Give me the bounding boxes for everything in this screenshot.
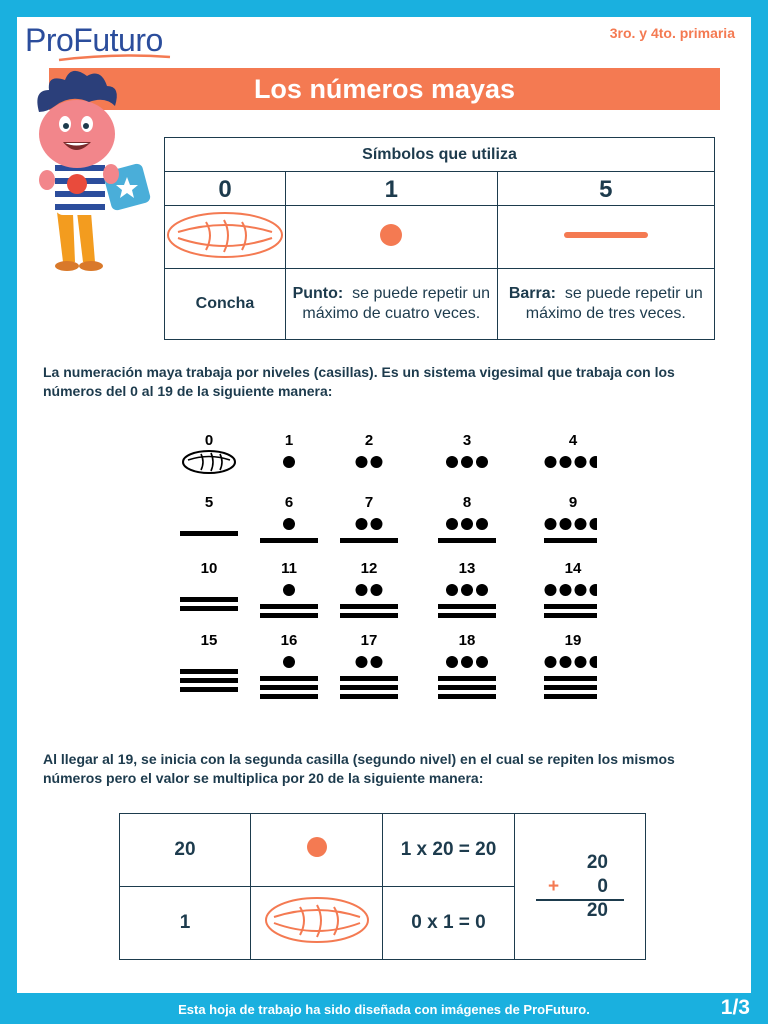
level2-symbol-cell: [251, 814, 383, 887]
sum-top: 20: [586, 851, 608, 873]
maya-dot: [590, 518, 598, 530]
maya-dot: [545, 456, 557, 468]
maya-bar: [438, 604, 496, 609]
maya-bar: [438, 676, 496, 681]
level1-value: 1: [120, 887, 251, 960]
grade-label: 3ro. y 4to. primaria: [609, 25, 735, 41]
maya-dot: [283, 518, 295, 530]
symbol-number-5: 5: [497, 172, 714, 206]
maya-label-6: 6: [284, 494, 294, 511]
maya-dot: [590, 456, 598, 468]
maya-label-0: 0: [204, 432, 214, 449]
maya-bar: [544, 613, 597, 618]
calculation-table: [119, 813, 646, 960]
sum-line: [536, 899, 624, 901]
bar-symbol-cell: [497, 206, 714, 269]
maya-dot: [476, 656, 488, 668]
maya-dot: [446, 584, 458, 596]
maya-bar: [180, 606, 238, 611]
maya-bar: [180, 669, 238, 674]
maya-label-18: 18: [458, 632, 476, 649]
maya-dot: [461, 656, 473, 668]
maya-bar: [340, 676, 398, 681]
dot-icon: [376, 220, 406, 250]
maya-dot: [575, 656, 587, 668]
maya-dot: [461, 584, 473, 596]
maya-numbers-chart: [157, 429, 597, 719]
maya-dot: [371, 584, 383, 596]
sum-plus: +: [548, 875, 560, 897]
maya-bar: [260, 604, 318, 609]
maya-bar: [260, 685, 318, 690]
maya-dot: [283, 456, 295, 468]
maya-label-2: 2: [364, 432, 374, 449]
maya-dot: [476, 584, 488, 596]
maya-bar: [180, 597, 238, 602]
maya-bar: [544, 538, 597, 543]
symbol-number-0: 0: [165, 172, 286, 206]
dot-text: se puede repetir un máximo de cuatro veces.: [302, 285, 490, 322]
maya-dot: [590, 656, 598, 668]
page-title: Los números mayas: [49, 68, 720, 110]
maya-dot: [590, 584, 598, 596]
bar-text: se puede repetir un máximo de tres veces.: [525, 285, 703, 322]
maya-dot: [461, 456, 473, 468]
maya-bar: [260, 676, 318, 681]
symbols-table-header: Símbolos que utiliza: [165, 138, 715, 172]
maya-bar: [260, 613, 318, 618]
maya-dot: [371, 456, 383, 468]
maya-label-11: 11: [281, 560, 297, 577]
kid-mascot-icon: [19, 62, 164, 277]
maya-bar: [340, 685, 398, 690]
maya-bar: [438, 694, 496, 699]
logo-swoosh-icon: [57, 54, 172, 62]
maya-dot: [575, 456, 587, 468]
shell-name: Concha: [195, 295, 255, 312]
maya-bar: [438, 538, 496, 543]
maya-label-14: 14: [564, 560, 582, 577]
maya-bar: [544, 604, 597, 609]
maya-dot: [371, 518, 383, 530]
maya-dot: [356, 656, 368, 668]
level1-formula: 0 x 1 = 0: [383, 887, 515, 960]
maya-label-12: 12: [360, 560, 378, 577]
shell-symbol-cell: [165, 206, 286, 269]
maya-label-4: 4: [568, 432, 578, 449]
maya-dot: [356, 456, 368, 468]
maya-dot: [545, 656, 557, 668]
maya-label-15: 15: [200, 632, 218, 649]
level1-symbol-cell: [251, 887, 383, 960]
maya-label-10: 10: [200, 560, 218, 577]
maya-label-17: 17: [360, 632, 378, 649]
maya-dot: [545, 518, 557, 530]
maya-dot: [371, 656, 383, 668]
maya-dot: [446, 656, 458, 668]
sum-result: 20: [586, 899, 608, 921]
bar-name: Barra:: [508, 285, 556, 302]
level2-formula: 1 x 20 = 20: [383, 814, 515, 887]
maya-dot: [446, 518, 458, 530]
maya-label-8: 8: [462, 494, 472, 511]
maya-dot: [356, 518, 368, 530]
maya-bar: [340, 604, 398, 609]
maya-label-16: 16: [280, 632, 298, 649]
maya-dot: [476, 456, 488, 468]
dot-name: Punto:: [292, 285, 344, 302]
maya-label-1: 1: [284, 432, 294, 449]
sum-addend: 0: [597, 875, 608, 897]
maya-dot: [283, 584, 295, 596]
dot-description: [286, 269, 498, 340]
page-number: 1/3: [720, 996, 750, 1019]
maya-bar: [260, 538, 318, 543]
shell-description: [165, 269, 286, 340]
worksheet-page: [17, 17, 751, 993]
shell-icon: [264, 895, 370, 945]
intro-paragraph: La numeración maya trabaja por niveles (casillas). Es un sistema vigesimal que trabaja con los números del 0 al 19 de la siguiente manera:: [43, 364, 675, 399]
maya-label-13: 13: [458, 560, 476, 577]
maya-bar: [180, 531, 238, 536]
maya-bar: [438, 613, 496, 618]
profuturo-logo: ProFuturo: [25, 22, 163, 58]
maya-dot: [545, 584, 557, 596]
bar-description: [497, 269, 714, 340]
maya-bar: [180, 687, 238, 692]
maya-dot: [283, 656, 295, 668]
maya-bar: [544, 694, 597, 699]
footer-note: Esta hoja de trabajo ha sido diseñada con imágenes de ProFuturo.: [178, 1002, 590, 1017]
maya-bar: [260, 694, 318, 699]
maya-bar: [340, 613, 398, 618]
maya-dot: [560, 584, 572, 596]
bar-icon: [563, 229, 649, 241]
maya-bar: [340, 694, 398, 699]
maya-dot: [560, 656, 572, 668]
second-level-paragraph: Al llegar al 19, se inicia con la segunda casilla (segundo nivel) en el cual se repiten los mismos números pero el valor se multiplica por 20 de la siguiente manera:: [43, 751, 675, 786]
maya-dot: [446, 456, 458, 468]
maya-bar: [544, 676, 597, 681]
maya-bar: [438, 685, 496, 690]
maya-label-19: 19: [564, 632, 582, 649]
maya-dot: [575, 518, 587, 530]
maya-dot: [476, 518, 488, 530]
maya-label-5: 5: [204, 494, 214, 511]
dot-icon: [304, 834, 330, 860]
level2-value: 20: [120, 814, 251, 887]
maya-shell-0: [183, 451, 235, 473]
maya-bar: [544, 685, 597, 690]
sum-cell: [515, 814, 646, 960]
maya-dot: [356, 584, 368, 596]
maya-bar: [180, 678, 238, 683]
maya-label-3: 3: [462, 432, 472, 449]
maya-label-7: 7: [364, 494, 374, 511]
shell-icon: [166, 210, 284, 260]
maya-label-9: 9: [568, 494, 578, 511]
maya-dot: [560, 518, 572, 530]
maya-dot: [560, 456, 572, 468]
dot-symbol-cell: [286, 206, 498, 269]
maya-dot: [575, 584, 587, 596]
maya-dot: [461, 518, 473, 530]
symbols-table: [164, 137, 715, 340]
symbol-number-1: 1: [286, 172, 498, 206]
maya-bar: [340, 538, 398, 543]
